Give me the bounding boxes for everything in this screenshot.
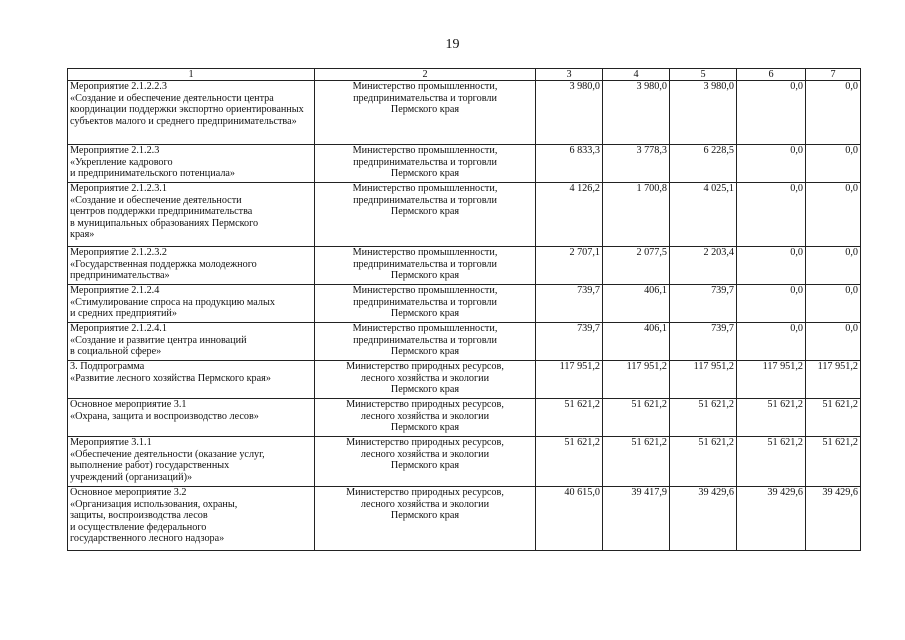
cell-value-col3: 40 615,0 [536,487,603,551]
column-number-2: 2 [315,69,536,81]
cell-value-col3: 2 707,1 [536,247,603,285]
cell-value-col5: 3 980,0 [670,81,737,145]
column-number-6: 6 [737,69,806,81]
cell-value-col4: 3 980,0 [603,81,670,145]
cell-value-col7: 0,0 [806,323,861,361]
cell-value-col3: 51 621,2 [536,437,603,487]
cell-executor: Министерство промышленности, предпринимательства и торговли Пермского края [315,145,536,183]
cell-value-col6: 51 621,2 [737,437,806,487]
cell-value-col6: 117 951,2 [737,361,806,399]
cell-value-col6: 0,0 [737,81,806,145]
cell-value-col4: 2 077,5 [603,247,670,285]
cell-executor: Министерство промышленности, предпринимательства и торговли Пермского края [315,81,536,145]
cell-executor: Министерство природных ресурсов, лесного хозяйства и экологии Пермского края [315,487,536,551]
cell-value-col3: 4 126,2 [536,183,603,247]
cell-value-col4: 117 951,2 [603,361,670,399]
column-number-1: 1 [68,69,315,81]
cell-program-name: Мероприятие 2.1.2.3.1 «Создание и обеспечение деятельности центров поддержки предпринимательства в муниципальных образованиях Пермского края» [68,183,315,247]
cell-value-col3: 51 621,2 [536,399,603,437]
cell-value-col4: 406,1 [603,323,670,361]
table-row [68,81,861,145]
cell-value-col3: 739,7 [536,285,603,323]
cell-value-col5: 117 951,2 [670,361,737,399]
cell-value-col7: 0,0 [806,183,861,247]
cell-value-col7: 0,0 [806,285,861,323]
cell-value-col5: 739,7 [670,285,737,323]
cell-executor: Министерство промышленности, предпринимательства и торговли Пермского края [315,247,536,285]
cell-value-col6: 0,0 [737,323,806,361]
cell-program-name: Мероприятие 2.1.2.4 «Стимулирование спроса на продукцию малых и средних предприятий» [68,285,315,323]
cell-value-col6: 0,0 [737,247,806,285]
cell-value-col7: 0,0 [806,81,861,145]
cell-executor: Министерство природных ресурсов, лесного хозяйства и экологии Пермского края [315,361,536,399]
table-row [68,183,861,247]
cell-value-col5: 6 228,5 [670,145,737,183]
cell-executor: Министерство природных ресурсов, лесного хозяйства и экологии Пермского края [315,399,536,437]
table-row [68,437,861,487]
cell-value-col4: 51 621,2 [603,399,670,437]
cell-value-col6: 0,0 [737,285,806,323]
cell-value-col4: 1 700,8 [603,183,670,247]
cell-value-col6: 0,0 [737,145,806,183]
cell-value-col6: 51 621,2 [737,399,806,437]
table-row [68,323,861,361]
cell-program-name: 3. Подпрограмма «Развитие лесного хозяйства Пермского края» [68,361,315,399]
cell-executor: Министерство промышленности, предпринимательства и торговли Пермского края [315,323,536,361]
page-number: 19 [445,37,460,52]
cell-value-col7: 51 621,2 [806,399,861,437]
budget-table [67,68,861,551]
table-row [68,487,861,551]
cell-value-col5: 739,7 [670,323,737,361]
cell-value-col4: 51 621,2 [603,437,670,487]
cell-value-col4: 406,1 [603,285,670,323]
cell-value-col5: 51 621,2 [670,437,737,487]
cell-value-col7: 117 951,2 [806,361,861,399]
cell-executor: Министерство промышленности, предпринимательства и торговли Пермского края [315,285,536,323]
cell-value-col7: 39 429,6 [806,487,861,551]
cell-executor: Министерство промышленности, предпринимательства и торговли Пермского края [315,183,536,247]
cell-program-name: Мероприятие 2.1.2.3 «Укрепление кадрового и предпринимательского потенциала» [68,145,315,183]
table-row [68,145,861,183]
cell-value-col4: 39 417,9 [603,487,670,551]
cell-executor: Министерство природных ресурсов, лесного хозяйства и экологии Пермского края [315,437,536,487]
table-row [68,285,861,323]
column-number-7: 7 [806,69,861,81]
column-number-5: 5 [670,69,737,81]
cell-program-name: Основное мероприятие 3.1 «Охрана, защита и воспроизводство лесов» [68,399,315,437]
cell-value-col7: 0,0 [806,247,861,285]
cell-value-col4: 3 778,3 [603,145,670,183]
cell-program-name: Основное мероприятие 3.2 «Организация использования, охраны, защиты, воспроизводства лесов и осуществление федерального государственного лесного надзора» [68,487,315,551]
column-number-3: 3 [536,69,603,81]
table-row [68,399,861,437]
table-row [68,247,861,285]
column-number-4: 4 [603,69,670,81]
cell-program-name: Мероприятие 2.1.2.2.3 «Создание и обеспечение деятельности центра координации поддержки экспортно ориентированных субъектов малого и среднего предпринимательства» [68,81,315,145]
cell-value-col5: 39 429,6 [670,487,737,551]
cell-value-col3: 3 980,0 [536,81,603,145]
cell-value-col3: 6 833,3 [536,145,603,183]
cell-value-col3: 739,7 [536,323,603,361]
cell-program-name: Мероприятие 2.1.2.4.1 «Создание и развитие центра инноваций в социальной сфере» [68,323,315,361]
cell-program-name: Мероприятие 3.1.1 «Обеспечение деятельности (оказание услуг, выполнение работ) государственных учреждений (организаций)» [68,437,315,487]
cell-program-name: Мероприятие 2.1.2.3.2 «Государственная поддержка молодежного предпринимательства» [68,247,315,285]
cell-value-col7: 51 621,2 [806,437,861,487]
cell-value-col6: 0,0 [737,183,806,247]
cell-value-col7: 0,0 [806,145,861,183]
cell-value-col5: 51 621,2 [670,399,737,437]
cell-value-col5: 2 203,4 [670,247,737,285]
table-header-row [68,69,861,81]
cell-value-col5: 4 025,1 [670,183,737,247]
table-row [68,361,861,399]
cell-value-col3: 117 951,2 [536,361,603,399]
cell-value-col6: 39 429,6 [737,487,806,551]
